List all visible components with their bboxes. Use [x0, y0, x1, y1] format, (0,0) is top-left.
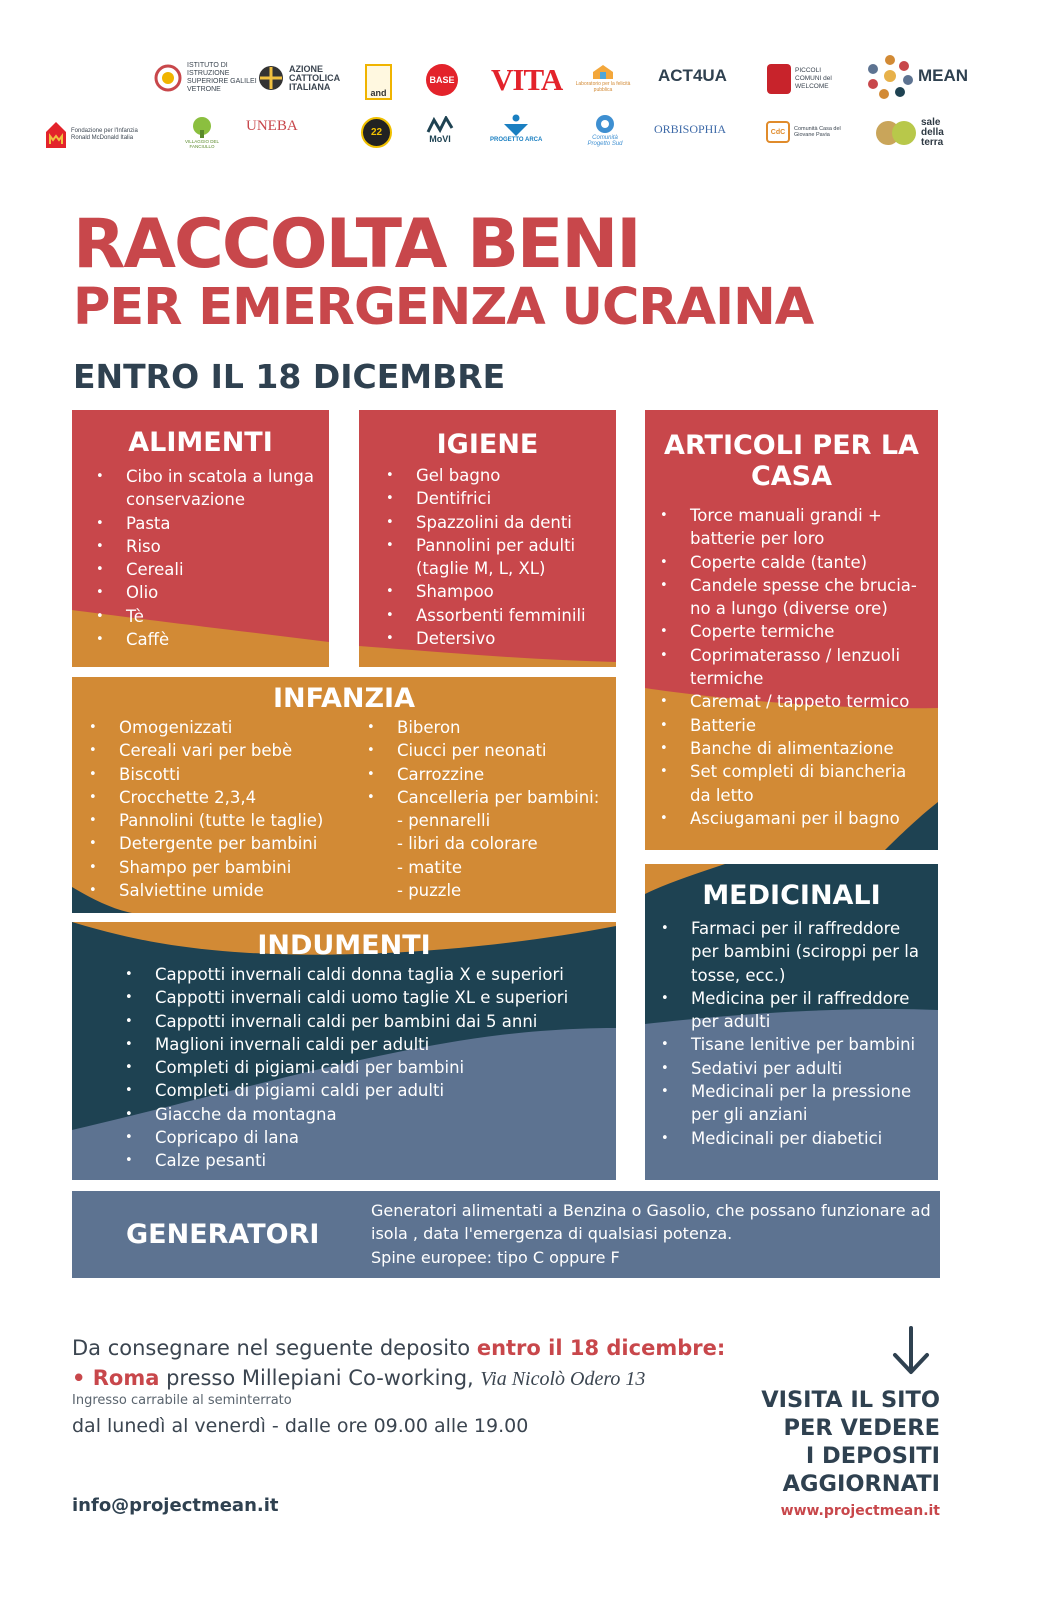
page-subtitle: PER EMERGENZA UCRAINA — [73, 278, 814, 337]
list-item: • Biscotti — [89, 763, 349, 786]
deposit-location — [72, 1364, 645, 1393]
list-item: • Cereali — [96, 558, 316, 581]
list-item: • Calze pesanti — [125, 1149, 610, 1172]
generatori-title: GENERATORI — [126, 1219, 320, 1250]
list-item: • Biberon — [367, 716, 607, 739]
list-item: • Salviettine umide — [89, 879, 349, 902]
casa-list — [660, 504, 925, 830]
indumenti-title: INDUMENTI — [257, 930, 431, 961]
list-item: • Caremat / tappeto termico — [660, 690, 925, 713]
act4ua-logo: ACT4UA — [658, 66, 727, 85]
azione-cattolica-emblem — [257, 64, 285, 92]
flower-icon — [593, 114, 617, 134]
house-icon — [45, 120, 67, 150]
igiene-panel — [359, 410, 616, 667]
house-icon — [591, 64, 615, 80]
list-item: • Tisane lenitive per bambini — [661, 1033, 931, 1056]
flower-circle-icon — [866, 52, 914, 100]
list-item: • Spazzolini da denti — [386, 511, 608, 534]
generatori-description — [371, 1199, 931, 1269]
delivery-line — [72, 1334, 725, 1362]
list-item: • Completi di pigiami caldi per adulti — [125, 1079, 610, 1102]
and-logo: and — [365, 64, 392, 100]
uneba-logo: UNEBA — [246, 118, 298, 134]
galilei-vetrone-logo: ISTITUTO DI ISTRUZIONE SUPERIORE GALILEI VETRONE — [153, 62, 267, 94]
partner-logos — [0, 0, 1041, 170]
list-item: • Carrozzine — [367, 763, 607, 786]
list-item: • Maglioni invernali caldi per adulti — [125, 1033, 610, 1056]
deposit-city: • Roma — [72, 1366, 160, 1390]
list-item: • Pasta — [96, 512, 316, 535]
page-title: RACCOLTA BENI — [73, 205, 640, 284]
sub-item: - matite — [397, 857, 463, 877]
alimenti-panel — [72, 410, 329, 667]
list-item: • Completi di pigiami caldi per bambini — [125, 1056, 610, 1079]
infanzia-panel — [72, 677, 616, 913]
list-item: • Cereali vari per bebè — [89, 739, 349, 762]
alimenti-list — [96, 465, 316, 651]
infanzia-list-right — [367, 716, 607, 902]
list-item: • Cappotti invernali caldi donna taglia X e superiori — [125, 963, 610, 986]
list-item: • Caffè — [96, 628, 316, 651]
sale-della-terra-logo: sale della terra — [875, 118, 951, 148]
list-item: • Shampo per bambini — [89, 856, 349, 879]
vita-logo: VITA — [491, 62, 563, 97]
list-item: • Cappotti invernali caldi per bambini dai 5 anni — [125, 1010, 610, 1033]
movi-logo: MoVI — [426, 116, 454, 144]
list-item: • Batterie — [660, 714, 925, 737]
list-item: • Torce manuali grandi + batterie per loro — [660, 504, 925, 551]
list-item: • Shampoo — [386, 580, 608, 603]
deadline-heading: ENTRO IL 18 DICEMBRE — [73, 357, 506, 396]
progetto-sud-logo: Comunità Progetto Sud — [580, 114, 630, 147]
ronald-mcdonald-logo: Fondazione per l'Infanzia Ronald McDonald Italia — [45, 120, 153, 150]
orbisophia-logo: ORBISOPHIA — [654, 122, 727, 136]
entrance-note: Ingresso carrabile al seminterrato — [72, 1393, 292, 1408]
list-item: • Riso — [96, 535, 316, 558]
azione-cattolica-logo: AZIONE CATTOLICA ITALIANA — [257, 64, 337, 92]
opening-hours: dal lunedì al venerdì - dalle ore 09.00 alle 19.00 — [72, 1415, 529, 1437]
website-link[interactable]: www.projectmean.it — [780, 1503, 940, 1519]
list-item: • Asciugamani per il bagno — [660, 807, 925, 830]
generatori-panel — [72, 1191, 940, 1278]
sub-item: - puzzle — [397, 881, 462, 901]
list-item: • Candele spesse che brucia-no a lungo (diverse ore) — [660, 574, 925, 621]
list-item: • Cappotti invernali caldi uomo taglie XL e superiori — [125, 986, 610, 1009]
casa-del-giovane-logo: CdC Comunità Casa del Giovane Pavia — [766, 121, 850, 143]
list-item: • Copricapo di lana — [125, 1126, 610, 1149]
generatori-plug-text: Spine europee: tipo C oppure F — [371, 1247, 620, 1267]
list-item: • Pannolini (tutte le taglie) — [89, 809, 349, 832]
sub-item: - libri da colorare — [397, 834, 538, 854]
delivery-prefix: Da consegnare nel seguente deposito — [72, 1336, 477, 1360]
list-item: • Giacche da montagna — [125, 1103, 610, 1126]
generatori-text: Generatori alimentati a Benzina o Gasolio, che possano funzionare ad isola , data l'emergenza di qualsiasi potenza. — [371, 1201, 931, 1244]
list-item: • Dentifrici — [386, 487, 608, 510]
casa-panel — [645, 410, 938, 850]
sub-item: - pennarelli — [397, 811, 491, 831]
tree-icon — [189, 116, 215, 138]
deposit-place: presso Millepiani Co-working, — [159, 1366, 481, 1390]
list-item: • Set completi di biancheria da letto — [660, 760, 925, 807]
igiene-list — [386, 464, 608, 650]
list-item: • Tè — [96, 605, 316, 628]
galilei-vetrone-emblem — [153, 63, 183, 93]
list-item: • Coprimaterasso / lenzuoli termiche — [660, 644, 925, 691]
cdc-badge: CdC — [766, 121, 790, 143]
email-link[interactable]: info@projectmean.it — [72, 1495, 279, 1516]
progetto-arca-logo: PROGETTO ARCA — [490, 114, 542, 143]
list-item: • Omogenizzati — [89, 716, 349, 739]
list-item: • Coperte termiche — [660, 620, 925, 643]
list-item: • Medicinali per la pressione per gli anziani — [661, 1080, 931, 1127]
delivery-deadline: entro il 18 dicembre: — [476, 1336, 726, 1360]
list-item: • Medicinali per diabetici — [661, 1127, 931, 1150]
alimenti-title: ALIMENTI — [128, 427, 273, 458]
casa-title: ARTICOLI PER LA CASA — [664, 430, 919, 492]
shield-icon — [767, 64, 791, 94]
arrow-down-icon — [889, 1325, 933, 1377]
piccoli-comuni-logo: PICCOLI COMUNI del WELCOME — [767, 64, 845, 94]
base-logo: BASE — [426, 64, 458, 96]
list-item: • Olio — [96, 581, 316, 604]
villaggio-logo: VILLAGGIO DEL FANCIULLO — [172, 116, 232, 149]
infanzia-title: INFANZIA — [272, 683, 415, 714]
list-item: • Cibo in scatola a lunga conservazione — [96, 465, 316, 512]
indumenti-panel — [72, 922, 616, 1180]
emergency-22-logo: 22 — [361, 117, 392, 148]
person-icon — [502, 114, 530, 136]
deposit-address: Via Nicolò Odero 13 — [480, 1368, 646, 1390]
medicinali-title: MEDICINALI — [702, 880, 881, 911]
list-item: • Farmaci per il raffreddore per bambini (sciroppi per la tosse, ecc.) — [661, 917, 931, 987]
list-item: • Assorbenti femminili — [386, 604, 608, 627]
project-mean-logo: MEAN — [866, 52, 968, 100]
list-item: • Pannolini per adulti (taglie M, L, XL) — [386, 534, 608, 581]
medicinali-panel — [645, 864, 938, 1180]
list-item: • Ciucci per neonati — [367, 739, 607, 762]
list-item: • Cancelleria per bambini: — [367, 786, 607, 809]
list-item: • Detersivo — [386, 627, 608, 650]
list-item: • Sedativi per adulti — [661, 1057, 931, 1080]
movi-mark-icon — [426, 116, 454, 134]
igiene-title: IGIENE — [436, 429, 539, 460]
list-item: • Medicina per il raffreddore per adulti — [661, 987, 931, 1034]
list-item: • Gel bagno — [386, 464, 608, 487]
visit-site-callout: VISITA IL SITO PER VEDERE I DEPOSITI AGGIORNATI — [761, 1387, 940, 1497]
list-item: • Detergente per bambini — [89, 832, 349, 855]
list-item: • Banche di alimentazione — [660, 737, 925, 760]
medicinali-list — [661, 917, 931, 1150]
infanzia-list-left — [89, 716, 349, 902]
list-item: • Crocchette 2,3,4 — [89, 786, 349, 809]
laboratorio-felicita-logo: Laboratorio per la felicità pubblica — [571, 64, 635, 93]
list-item: • Coperte calde (tante) — [660, 551, 925, 574]
sale-della-terra-emblem — [875, 118, 917, 148]
indumenti-list — [125, 963, 610, 1173]
